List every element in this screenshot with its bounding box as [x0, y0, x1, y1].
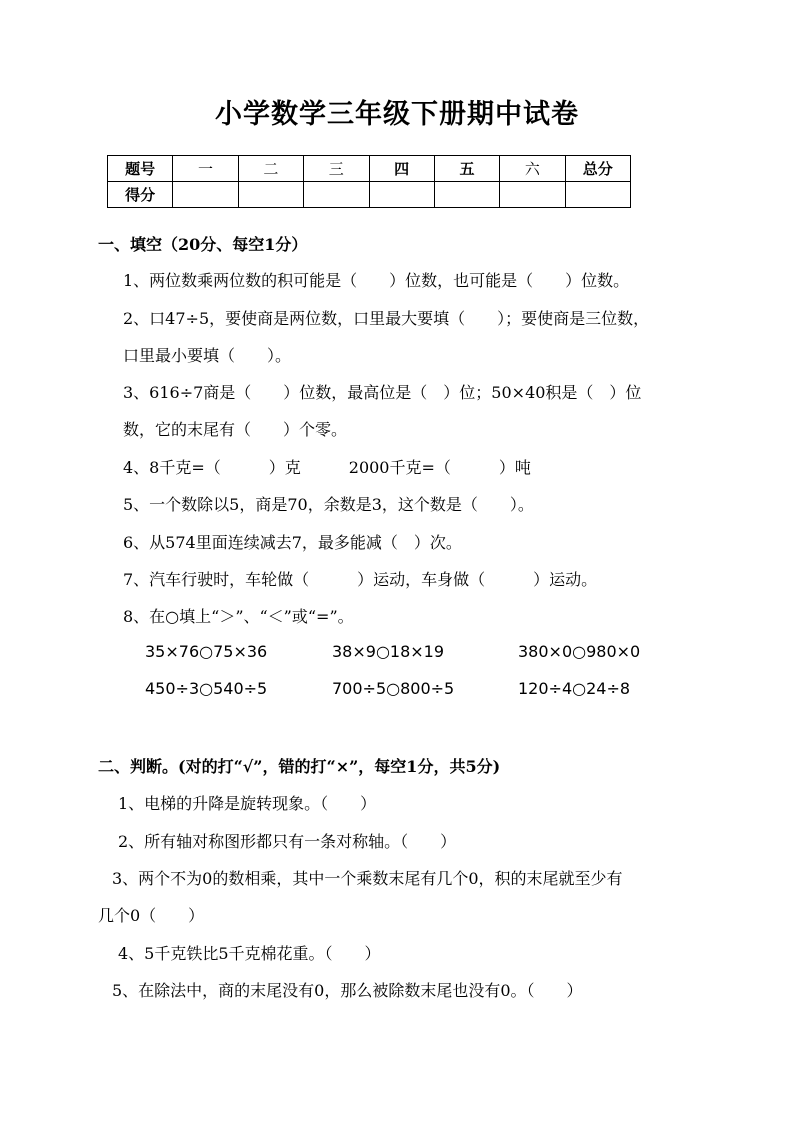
question-line: 7、汽车行驶时，车轮做（ ）运动，车身做（ ）运动。: [123, 570, 598, 589]
score-table-score-row: [108, 182, 631, 208]
score-input-cell: [500, 182, 565, 208]
compare-item: 120÷4○24÷8: [518, 679, 631, 698]
score-table-header-row: [108, 156, 631, 182]
table-cell: 五: [434, 156, 499, 182]
question-line: 3、两个不为0的数相乘，其中一个乘数末尾有几个0，积的末尾就至少有: [112, 869, 623, 888]
question-line: 口里最小要填（ ）。: [123, 346, 292, 365]
table-cell: 得分: [108, 182, 173, 208]
table-cell: 一: [173, 156, 238, 182]
question-line: 数，它的末尾有（ ）个零。: [123, 420, 348, 439]
score-table: [107, 155, 631, 208]
question-line: 8、在○填上“＞”、“＜”或“=”。: [123, 607, 354, 626]
score-input-cell: [434, 182, 499, 208]
section2-title: 二、判断。(对的打“√”，错的打“×”，每空1分，共5分): [98, 757, 501, 776]
exam-title: 小学数学三年级下册期中试卷: [215, 99, 579, 130]
score-input-cell: [173, 182, 238, 208]
table-cell: 总分: [565, 156, 630, 182]
question-line: 2、口47÷5，要使商是两位数，口里最大要填（ ）；要使商是三位数，: [123, 309, 650, 328]
score-input-cell: [304, 182, 369, 208]
compare-item: 700÷5○800÷5: [332, 679, 455, 698]
question-line: 1、电梯的升降是旋转现象。（ ）: [118, 794, 377, 813]
compare-item: 35×76○75×36: [145, 642, 268, 661]
score-input-cell: [238, 182, 303, 208]
question-line: 5、在除法中，商的末尾没有0，那么被除数末尾也没有0。（ ）: [112, 981, 583, 1000]
compare-item: 380×0○980×0: [518, 642, 641, 661]
score-input-cell: [565, 182, 630, 208]
compare-item: 450÷3○540÷5: [145, 679, 268, 698]
table-cell: 三: [304, 156, 369, 182]
question-line: 5、一个数除以5，商是70，余数是3，这个数是（ ）。: [123, 495, 534, 514]
question-line: 几个0（ ）: [98, 906, 205, 925]
table-cell: 六: [500, 156, 565, 182]
compare-item: 38×9○18×19: [332, 642, 445, 661]
table-cell: 题号: [108, 156, 173, 182]
table-cell: 二: [238, 156, 303, 182]
question-line: 6、从574里面连续减去7，最多能减（ ）次。: [123, 533, 462, 552]
score-input-cell: [369, 182, 434, 208]
table-cell: 四: [369, 156, 434, 182]
question-line: 4、5千克铁比5千克棉花重。（ ）: [118, 944, 381, 963]
question-line: 1、两位数乘两位数的积可能是（ ）位数，也可能是（ ）位数。: [123, 271, 630, 290]
question-line: 3、616÷7商是（ ）位数，最高位是（ ）位；50×40积是（ ）位: [123, 383, 642, 402]
section1-title: 一、填空（20分、每空1分）: [98, 235, 308, 254]
question-line: 2、所有轴对称图形都只有一条对称轴。（ ）: [118, 832, 457, 851]
question-line: 4、8千克=（ ）克 2000千克=（ ）吨: [123, 458, 531, 477]
